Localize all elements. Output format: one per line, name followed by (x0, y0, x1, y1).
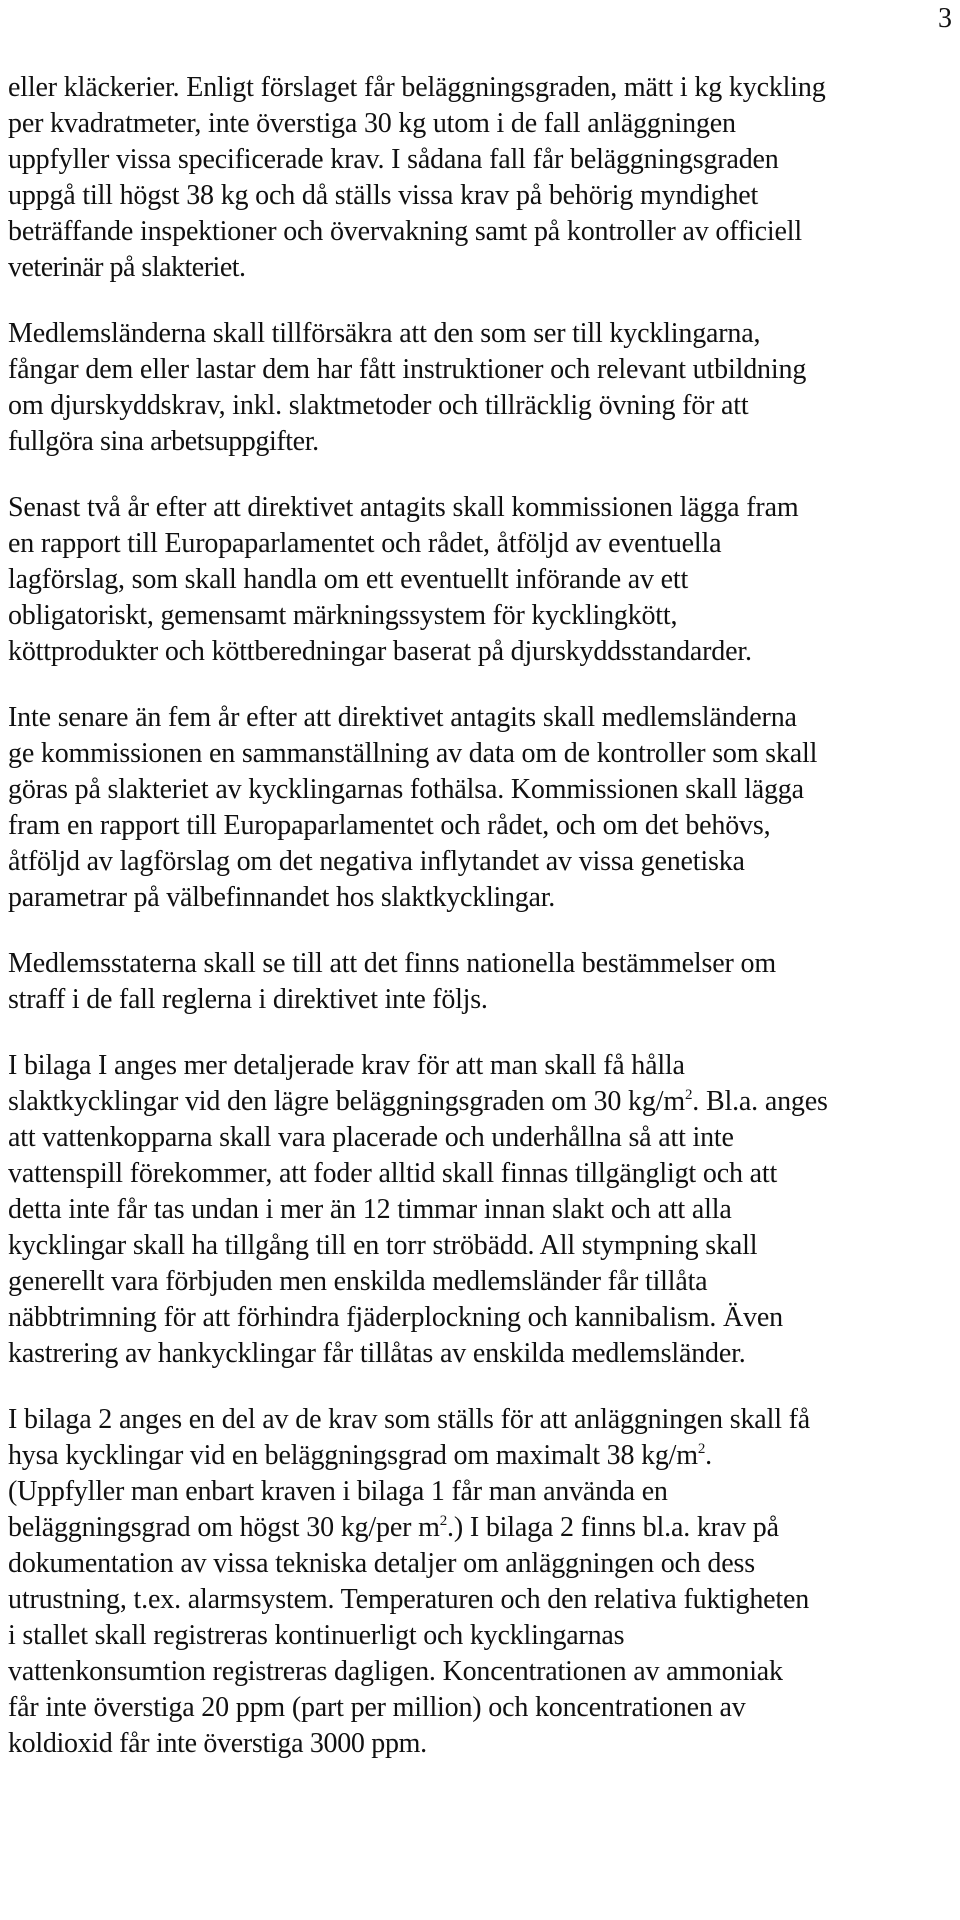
text-line (8, 844, 960, 880)
text-line (8, 1654, 960, 1690)
paragraph-3 (8, 490, 960, 670)
text-line (8, 1264, 960, 1300)
text-segment: uppgå till högst 38 kg och då ställs vissa krav på behörig myndighet (8, 180, 759, 211)
text-segment: åtföljd av lagförslag om det negativa inflytandet av vissa genetiska (8, 846, 745, 877)
text-segment: beläggningsgrad om högst 30 kg/per m (8, 1512, 440, 1543)
paragraph-4 (8, 700, 960, 916)
text-line (8, 1510, 960, 1546)
text-line (8, 178, 960, 214)
text-line (8, 1120, 960, 1156)
text-line (8, 634, 960, 670)
text-segment: göras på slakteriet av kycklingarnas fothälsa. Kommissionen skall lägga (8, 774, 804, 805)
text-segment: obligatoriskt, gemensamt märkningssystem för kycklingkött, (8, 600, 678, 631)
text-segment: per kvadratmeter, inte överstiga 30 kg utom i de fall anläggningen (8, 108, 736, 139)
text-segment: i stallet skall registreras kontinuerligt och kycklingarnas (8, 1620, 625, 1651)
body-text (8, 70, 960, 1762)
text-line (8, 946, 960, 982)
text-line (8, 526, 960, 562)
text-segment: utrustning, t.ex. alarmsystem. Temperaturen och den relativa fuktigheten (8, 1584, 810, 1615)
text-line (8, 562, 960, 598)
text-segment: Senast två år efter att direktivet antagits skall kommissionen lägga fram (8, 492, 799, 523)
text-segment: näbbtrimning för att förhindra fjäderplockning och kannibalism. Även (8, 1302, 783, 1333)
text-line (8, 142, 960, 178)
text-line (8, 772, 960, 808)
text-line (8, 388, 960, 424)
text-segment: beträffande inspektioner och övervakning samt på kontroller av officiell (8, 216, 803, 247)
text-segment: . (705, 1440, 712, 1471)
text-segment: att vattenkopparna skall vara placerade och underhållna så att inte (8, 1122, 734, 1153)
text-segment: generellt vara förbjuden men enskilda medlemsländer får tillåta (8, 1266, 708, 1297)
text-line (8, 1618, 960, 1654)
text-segment: vattenspill förekommer, att foder alltid skall finnas tillgängligt och att (8, 1158, 778, 1189)
superscript: 2 (684, 1087, 693, 1103)
text-line (8, 1048, 960, 1084)
text-segment: Medlemsstaterna skall se till att det finns nationella bestämmelser om (8, 948, 776, 979)
text-segment: straff i de fall reglerna i direktivet inte följs. (8, 984, 488, 1015)
text-line (8, 1474, 960, 1510)
text-line (8, 1228, 960, 1264)
text-line (8, 1690, 960, 1726)
text-segment: slaktkycklingar vid den lägre beläggningsgraden om 30 kg/m (8, 1086, 685, 1117)
text-segment: kastrering av hankycklingar får tillåtas av enskilda medlemsländer. (8, 1338, 746, 1369)
text-segment: vattenkonsumtion registreras dagligen. Koncentrationen av ammoniak (8, 1656, 783, 1687)
text-segment: eller kläckerier. Enligt förslaget får beläggningsgraden, mätt i kg kyckling (8, 72, 826, 103)
text-line (8, 70, 960, 106)
text-line (8, 1438, 960, 1474)
text-segment: får inte överstiga 20 ppm (part per million) och koncentrationen av (8, 1692, 746, 1723)
text-line (8, 490, 960, 526)
text-line (8, 1084, 960, 1120)
paragraph-6 (8, 1048, 960, 1372)
text-segment: .) I bilaga 2 finns bl.a. krav på (447, 1512, 779, 1543)
text-line (8, 424, 960, 460)
text-segment: Inte senare än fem år efter att direktivet antagits skall medlemsländerna (8, 702, 797, 733)
text-segment: en rapport till Europaparlamentet och rådet, åtföljd av eventuella (8, 528, 722, 559)
text-segment: Medlemsländerna skall tillförsäkra att den som ser till kycklingarna, (8, 318, 761, 349)
text-segment: detta inte får tas undan i mer än 12 timmar innan slakt och att alla (8, 1194, 732, 1225)
text-line (8, 1726, 960, 1762)
paragraph-1 (8, 70, 960, 286)
text-segment: I bilaga 2 anges en del av de krav som ställs för att anläggningen skall få (8, 1404, 811, 1435)
text-segment: uppfyller vissa specificerade krav. I sådana fall får beläggningsgraden (8, 144, 779, 175)
text-segment: ge kommissionen en sammanställning av data om de kontroller som skall (8, 738, 818, 769)
text-line (8, 700, 960, 736)
text-line (8, 1402, 960, 1438)
text-segment: veterinär på slakteriet. (8, 252, 246, 283)
text-segment: fram en rapport till Europaparlamentet och rådet, och om det behövs, (8, 810, 771, 841)
text-segment: kycklingar skall ha tillgång till en torr ströbädd. All stympning skall (8, 1230, 758, 1261)
text-line (8, 214, 960, 250)
text-segment: lagförslag, som skall handla om ett eventuellt införande av ett (8, 564, 689, 595)
text-segment: köttprodukter och köttberedningar baserat på djurskyddsstandarder. (8, 636, 752, 667)
text-segment: fångar dem eller lastar dem har fått instruktioner och relevant utbildning (8, 354, 807, 385)
paragraph-2 (8, 316, 960, 460)
text-line (8, 880, 960, 916)
text-line (8, 1300, 960, 1336)
text-segment: . Bl.a. anges (692, 1086, 828, 1117)
text-line (8, 316, 960, 352)
text-line (8, 982, 960, 1018)
text-line (8, 352, 960, 388)
superscript: 2 (439, 1513, 448, 1529)
text-line (8, 598, 960, 634)
paragraph-7 (8, 1402, 960, 1762)
text-line (8, 808, 960, 844)
paragraph-5 (8, 946, 960, 1018)
superscript: 2 (697, 1441, 706, 1457)
text-segment: I bilaga I anges mer detaljerade krav för att man skall få hålla (8, 1050, 685, 1081)
text-segment: dokumentation av vissa tekniska detaljer om anläggningen och dess (8, 1548, 755, 1579)
text-line (8, 1336, 960, 1372)
text-segment: hysa kycklingar vid en beläggningsgrad om maximalt 38 kg/m (8, 1440, 698, 1471)
text-line (8, 106, 960, 142)
text-line (8, 250, 960, 286)
text-segment: om djurskyddskrav, inkl. slaktmetoder och tillräcklig övning för att (8, 390, 749, 421)
text-line (8, 736, 960, 772)
text-line (8, 1546, 960, 1582)
text-segment: (Uppfyller man enbart kraven i bilaga 1 får man använda en (8, 1476, 668, 1507)
text-segment: koldioxid får inte överstiga 3000 ppm. (8, 1728, 427, 1759)
text-line (8, 1156, 960, 1192)
text-line (8, 1582, 960, 1618)
text-segment: parametrar på välbefinnandet hos slaktkycklingar. (8, 882, 556, 913)
text-line (8, 1192, 960, 1228)
page-number: 3 (938, 3, 952, 34)
text-segment: fullgöra sina arbetsuppgifter. (8, 426, 319, 457)
